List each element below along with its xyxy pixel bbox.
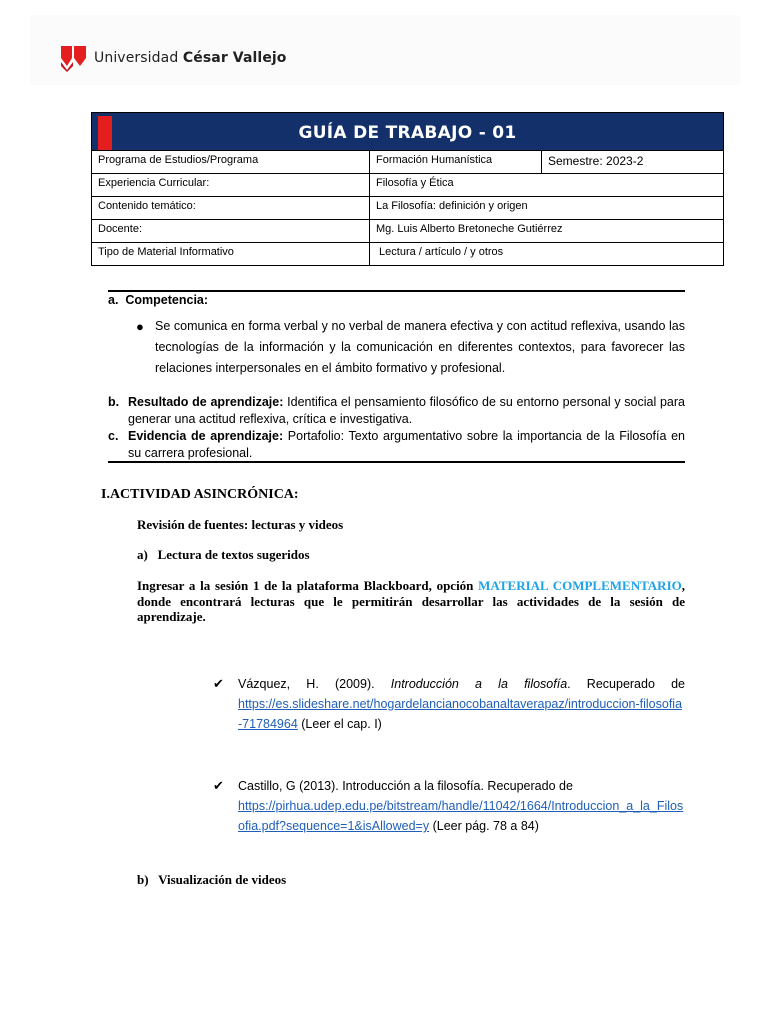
course-info-table [91,112,724,266]
resultado-block: b. Resultado de aprendizaje: Identifica el pensamiento filosófico de su entorno personal y social para generar una actitud reflexiva, crítica e investigativa. c. Evidencia de aprendizaje: Portafolio: Texto argumentativo sobre la importancia de la Filosofía en su carrera profesional. [108,395,686,460]
ucv-logo-icon [61,44,86,72]
table-row [92,174,724,197]
activity-subheading: Revisión de fuentes: lecturas y videos [137,517,344,532]
row-value: Mg. Luis Alberto Bretoneche Gutiérrez [370,220,724,243]
item-a-heading: a) Lectura de textos sugeridos [137,547,310,562]
section-divider [108,461,685,463]
reference-link[interactable]: https://pirhua.udep.edu.pe/bitstream/handle/11042/1664/Introduccion_a_la_Filosofia.pdf?sequence=1&isAllowed=y [238,799,684,833]
row-label: Programa de Estudios/Programa [92,151,370,174]
table-row [92,197,724,220]
reference-item: Vázquez, H. (2009). Introducción a la filosofía. Recuperado de https://es.slideshare.net/hogardelancianocobanaltaverapaz/introduccion-filosofia-71784964 (Leer el cap. I) [238,677,685,731]
row-label: Docente: [92,220,370,243]
table-row [92,151,724,174]
competencia-heading: a. Competencia: [108,293,209,307]
reference-item: Castillo, G (2013). Introducción a la filosofía. Recuperado de https://pirhua.udep.edu.pe/bitstream/handle/11042/1664/Introduccion_a_la_Filosofia.pdf?sequence=1&isAllowed=y (Leer pág. 78 a 84) [238,779,684,833]
semester-cell: Semestre: 2023-2 [542,151,724,174]
row-value: Formación Humanística [370,151,542,174]
guide-title: GUÍA DE TRABAJO - 01 [298,123,517,143]
row-value: La Filosofía: definición y origen [370,197,724,220]
title-accent-bar [98,116,112,150]
university-logo [61,44,287,72]
checkmark-icon: ✔ [213,676,224,691]
row-value: Filosofía y Ética [370,174,724,197]
row-value: Lectura / artículo / y otros [370,243,724,266]
bullet-icon: ● [136,319,144,334]
activity-heading: I.ACTIVIDAD ASINCRÓNICA: [101,487,299,502]
university-name: Universidad César Vallejo [94,50,287,66]
material-complementario-label: MATERIAL COMPLEMENTARIO [478,578,682,593]
row-label: Experiencia Curricular: [92,174,370,197]
table-title-row [92,113,724,151]
row-label: Tipo de Material Informativo [92,243,370,266]
checkmark-icon: ✔ [213,778,224,793]
table-row [92,243,724,266]
reference-link[interactable]: https://es.slideshare.net/hogardelancianocobanaltaverapaz/introduccion-filosofia-71784964 [238,697,683,731]
competencia-text: Se comunica en forma verbal y no verbal de manera efectiva y con actitud reflexiva, usando las tecnologías de la información y la comunicación en diferentes contextos, para favorecer las relaciones interpersonales en el ámbito formativo y profesional. [155,319,685,375]
row-label: Contenido temático: [92,197,370,220]
instruction-text: Ingresar a la sesión 1 de la plataforma Blackboard, opción MATERIAL COMPLEMENTARIO, donde encontrará lecturas que le permitirán desarrollar las actividades de la sesión de aprendizaje. [137,578,685,624]
item-b-heading: b) Visualización de videos [137,872,287,887]
table-row [92,220,724,243]
